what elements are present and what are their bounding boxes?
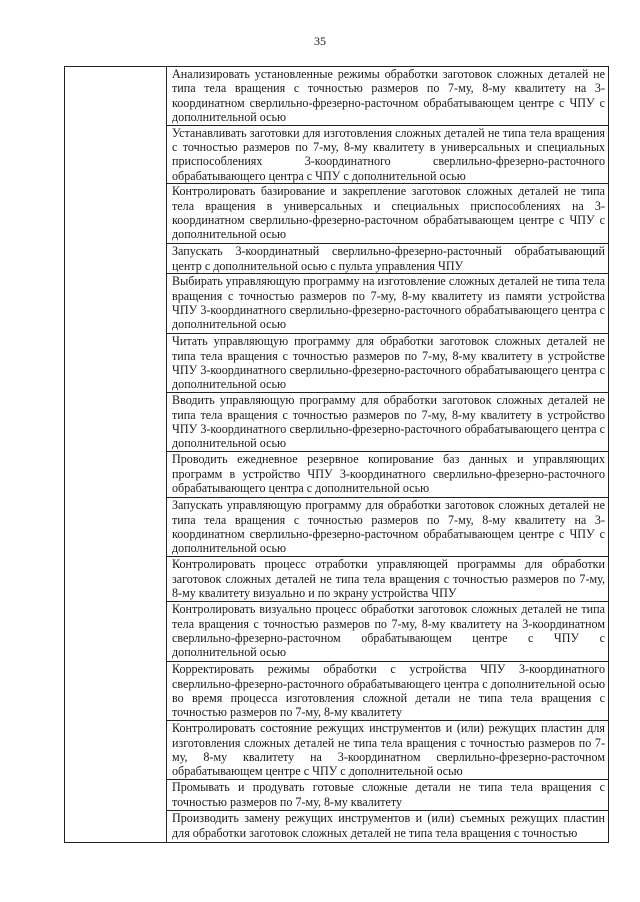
table-cell <box>167 662 609 721</box>
cell-text: Анализировать установленные режимы обработки заготовок сложных деталей не типа тела вращения с точностью размеров по 7-му, 8-му квалитету на 3-координатном сверлильно-фрезерно-расточном обрабатывающем центре с ЧПУ с дополнительной осью <box>172 67 605 125</box>
cell-text: Контролировать базирование и закрепление заготовок сложных деталей не типа тела вращения в универсальных и специальных приспособлениях на 3-координатном сверлильно-фрезерно-расточном обрабатывающем центре с ЧПУ с дополнительной осью <box>172 184 605 242</box>
cell-text: Запускать 3-координатный сверлильно-фрезерно-расточный обрабатывающий центр с дополнительной осью с пульта управления ЧПУ <box>172 244 605 273</box>
table-cell <box>167 244 609 274</box>
cell-text: Читать управляющую программу для обработки заготовок сложных деталей не типа тела вращения с точностью размеров по 7-му, 8-му квалитету в устройстве ЧПУ 3-координатного сверлильно-фрезерно-расточного обрабатывающего центра с дополнительной осью <box>172 334 605 392</box>
cell-text: Проводить ежедневное резервное копирование баз данных и управляющих программ в устройство ЧПУ 3-координатного сверлильно-фрезерно-расточного обрабатывающего центра с дополнительной осью <box>172 452 605 496</box>
table-cell <box>167 334 609 393</box>
cell-text: Вводить управляющую программу для обработки заготовок сложных деталей не типа тела вращения с точностью размеров по 7-му, 8-му квалитету в устройство ЧПУ 3-координатного сверлильно-фрезерно-расточного обрабатывающего центра с дополнительной осью <box>172 393 605 451</box>
cell-text: Выбирать управляющую программу на изготовление сложных деталей не типа тела вращения с точностью размеров по 7-му, 8-му квалитету из памяти устройства ЧПУ 3-координатного сверлильно-фрезерно-расточного обрабатывающего центра с дополнительной осью <box>172 274 605 332</box>
table-cell <box>167 452 609 498</box>
table-row <box>65 67 609 126</box>
table-cell <box>167 67 609 126</box>
table-cell <box>167 811 609 843</box>
requirements-table <box>64 66 609 843</box>
page-number: 35 <box>314 34 326 48</box>
cell-text: Устанавливать заготовки для изготовления сложных деталей не типа тела вращения с точностью размеров по 7-му, 8-му квалитету в универсальных и специальных приспособлениях 3-координатного сверлильно-фрезерно-расточного обрабатывающего центра с ЧПУ с дополнительной осью <box>172 125 605 183</box>
table-cell <box>167 274 609 334</box>
table-cell <box>167 557 609 602</box>
table-cell <box>167 721 609 780</box>
cell-text: Контролировать процесс отработки управляющей программы для обработки заготовок сложных деталей не типа тела вращения с точностью размеров по 7-му, 8-му квалитету визуально и по экрану устройства ЧПУ <box>172 557 605 601</box>
table-cell <box>167 498 609 557</box>
cell-text: Запускать управляющую программу для обработки заготовок сложных деталей не типа тела вращения с точностью размеров по 7-му, 8-му квалитету на 3-координатном сверлильно-фрезерно-расточном обрабатывающем центре с ЧПУ с дополнительной осью <box>172 498 605 556</box>
left-column-cell <box>65 67 167 843</box>
cell-text: Контролировать визуально процесс обработки заготовок сложных деталей не типа тела вращения с точностью размеров по 7-му, 8-му квалитету на 3-координатном сверлильно-фрезерно-расточном обрабатывающем центре с ЧПУ с дополнительной осью <box>172 602 605 660</box>
cell-text: Производить замену режущих инструментов и (или) съемных режущих пластин для обработки заготовок сложных деталей не типа тела вращения с точностью <box>172 811 605 840</box>
cell-text: Контролировать состояние режущих инструментов и (или) режущих пластин для изготовления сложных деталей не типа тела вращения с точностью размеров по 7-му, 8-му квалитету на 3-координатном сверлильно-фрезерно-расточном обрабатывающем центре с ЧПУ с дополнительной осью <box>172 721 605 779</box>
table-cell <box>167 602 609 662</box>
table-cell <box>167 780 609 811</box>
table-cell <box>167 184 609 244</box>
table-cell <box>167 125 609 184</box>
cell-text: Корректировать режимы обработки с устройства ЧПУ 3-координатного сверлильно-фрезерно-расточного обрабатывающего центра с дополнительной осью во время процесса изготовления сложной детали не типа тела вращения с точностью размеров по 7-му, 8-му квалитету <box>172 662 605 720</box>
cell-text: Промывать и продувать готовые сложные детали не типа тела вращения с точностью размеров по 7-му, 8-му квалитету <box>172 780 605 809</box>
table-cell <box>167 393 609 452</box>
